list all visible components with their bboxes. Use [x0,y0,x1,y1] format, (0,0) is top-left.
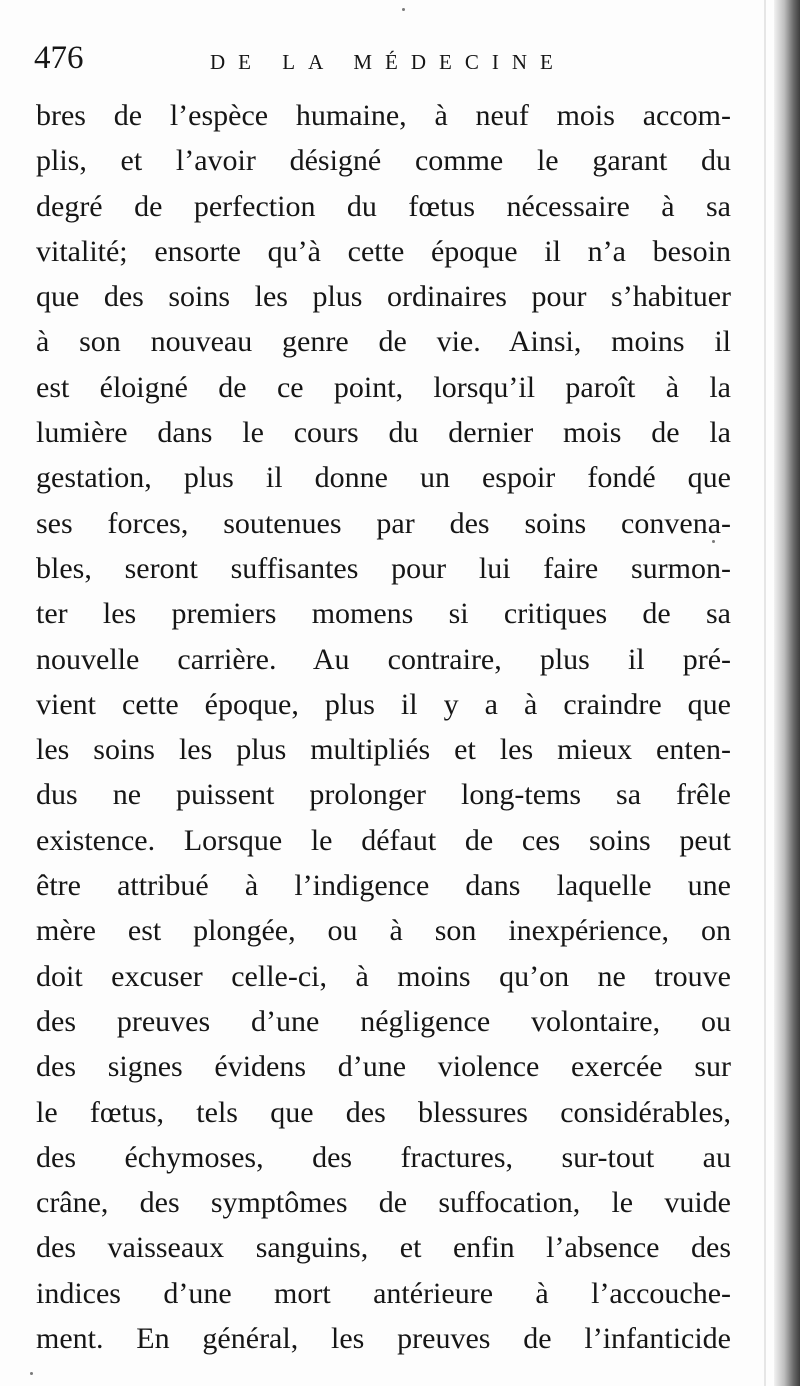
text-line: que des soins les plus ordinaires pour s’habituer [36,280,731,314]
text-line: lumière dans le cours du dernier mois de la [36,416,731,450]
text-line: vitalité; ensorte qu’à cette époque il n’a besoin [36,234,731,268]
text-line: des échymoses, des fractures, sur-tout au [36,1140,731,1174]
text-line: ter les premiers momens si critiques de sa [36,597,731,631]
text-line: le fœtus, tels que des blessures considérables, [36,1095,731,1129]
text-line: les soins les plus multipliés et les mieux enten- [36,733,731,767]
text-line: est éloigné de ce point, lorsqu’il paroît à la [36,370,731,404]
binding-edge [774,0,800,1386]
text-line: plis, et l’avoir désigné comme le garant du [36,144,731,178]
text-line: mère est plongée, ou à son inexpérience, on [36,914,731,948]
binding-shadow-line [764,0,766,1386]
text-line: nouvelle carrière. Au contraire, plus il pré- [36,642,731,676]
text-line: crâne, des symptômes de suffocation, le vuide [36,1186,731,1220]
paper-speck [402,8,405,11]
body-text [36,93,731,1361]
page-number: 476 [34,40,84,76]
text-line: existence. Lorsque le défaut de ces soins peut [36,823,731,857]
text-line: degré de perfection du fœtus nécessaire à sa [36,189,731,223]
text-line: vient cette époque, plus il y a à craindre que [36,687,731,721]
paper-speck [712,540,715,543]
text-line: ment. En général, les preuves de l’infanticide [36,1322,731,1356]
text-line: bles, seront suffisantes pour lui faire surmon- [36,551,731,585]
text-line: doit excuser celle-ci, à moins qu’on ne trouve [36,959,731,993]
text-line: ses forces, soutenues par des soins convena- [36,506,731,540]
page-header [34,40,734,88]
text-line: des vaisseaux sanguins, et enfin l’absence des [36,1231,731,1265]
text-line: à son nouveau genre de vie. Ainsi, moins il [36,325,731,359]
text-line: être attribué à l’indigence dans laquelle une [36,869,731,903]
text-line: des signes évidens d’une violence exercée sur [36,1050,731,1084]
text-line: gestation, plus il donne un espoir fondé que [36,461,731,495]
paper-speck [30,1372,33,1375]
text-line: des preuves d’une négligence volontaire, ou [36,1004,731,1038]
text-line: dus ne puissent prolonger long-tems sa frêle [36,778,731,812]
text-line: indices d’une mort antérieure à l’accouche- [36,1276,731,1310]
running-head: DE LA MÉDECINE [210,50,566,74]
text-line: bres de l’espèce humaine, à neuf mois accom- [36,99,731,132]
